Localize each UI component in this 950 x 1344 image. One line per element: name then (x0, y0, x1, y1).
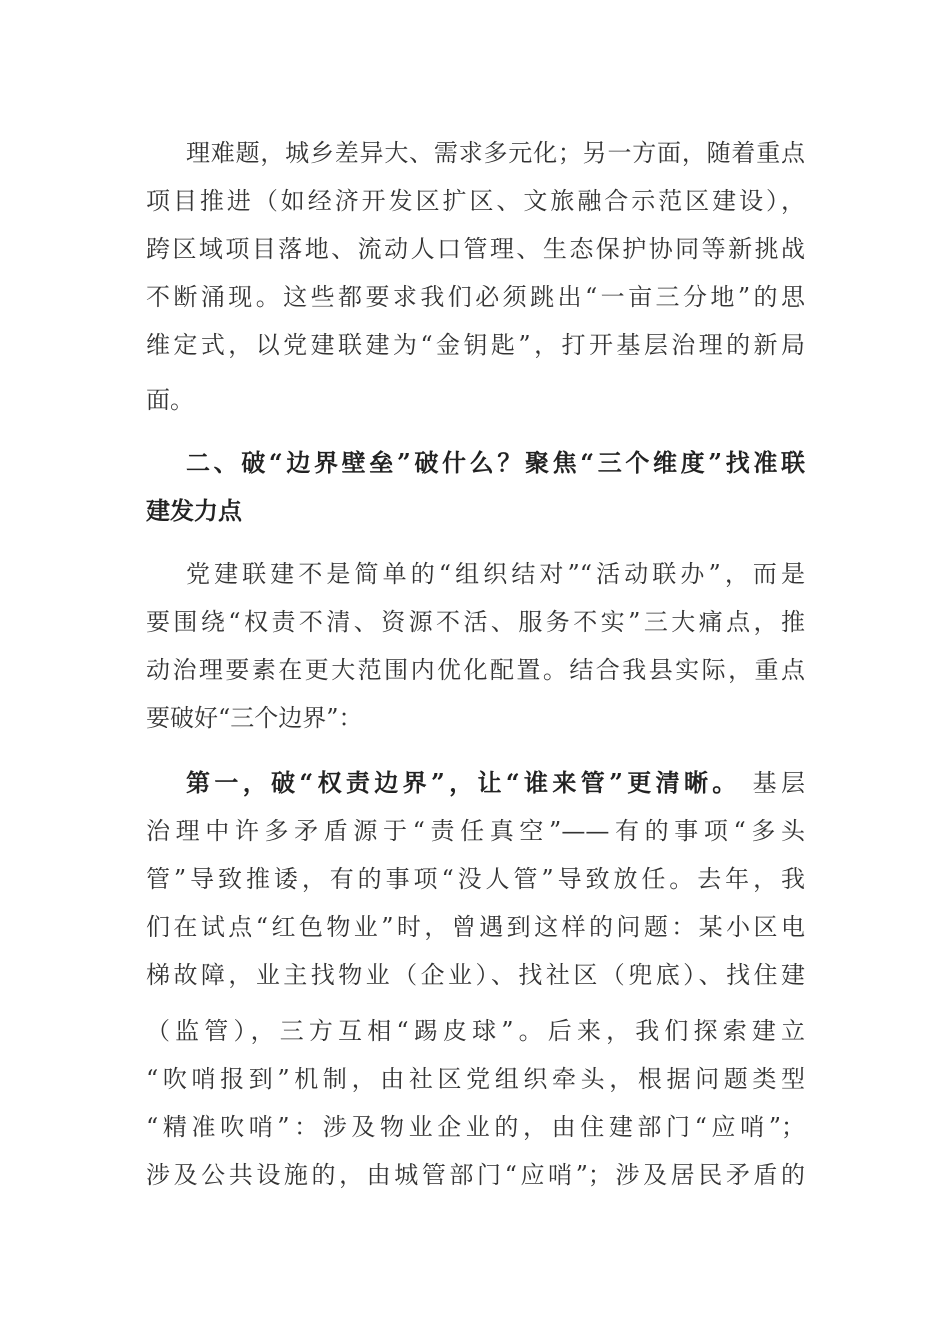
paragraph-line: 们在试点“红色物业”时，曾遇到这样的问题：某小区电 (146, 913, 805, 941)
paragraph-line: 党建联建不是简单的“组织结对”“活动联办”，而是 (186, 560, 805, 588)
section-heading-line: 建发力点 (146, 496, 242, 525)
paragraph-line: 不断涌现。这些都要求我们必须跳出“一亩三分地”的思 (146, 283, 805, 311)
paragraph-line: 要破好“三个边界”： (146, 704, 363, 732)
section-heading-line: 二、破“边界壁垒”破什么？聚焦“三个维度”找准联 (186, 448, 805, 477)
paragraph-line: “吹哨报到”机制，由社区党组织牵头，根据问题类型 (146, 1065, 805, 1093)
paragraph-line: 理难题，城乡差异大、需求多元化；另一方面，随着重点 (186, 139, 805, 167)
paragraph-line (186, 768, 805, 798)
paragraph-line: “精准吹哨”：涉及物业企业的，由住建部门“应哨”； (146, 1113, 805, 1141)
bold-lead-sentence: 第一，破“权责边界”，让“谁来管”更清晰。 (186, 768, 741, 797)
paragraph-line: 面。 (146, 386, 194, 414)
paragraph-line: 涉及公共设施的，由城管部门“应哨”；涉及居民矛盾的 (146, 1161, 805, 1189)
paragraph-line: 跨区域项目落地、流动人口管理、生态保护协同等新挑战 (146, 235, 805, 263)
paragraph-line: 维定式，以党建联建为“金钥匙”，打开基层治理的新局 (146, 331, 805, 359)
paragraph-line: 梯故障，业主找物业（企业）、找社区（兜底）、找住建 (146, 961, 805, 989)
paragraph-line: 项目推进（如经济开发区扩区、文旅融合示范区建设）， (146, 187, 805, 215)
line-text: 基层 (752, 769, 805, 797)
paragraph-line: （监管），三方互相“踢皮球”。后来，我们探索建立 (146, 1017, 805, 1045)
paragraph-line: 管”导致推诿，有的事项“没人管”导致放任。去年，我 (146, 865, 805, 893)
paragraph-line: 动治理要素在更大范围内优化配置。结合我县实际，重点 (146, 656, 805, 684)
paragraph-line: 治理中许多矛盾源于“责任真空”——有的事项“多头 (146, 817, 805, 845)
paragraph-line: 要围绕“权责不清、资源不活、服务不实”三大痛点，推 (146, 608, 805, 636)
